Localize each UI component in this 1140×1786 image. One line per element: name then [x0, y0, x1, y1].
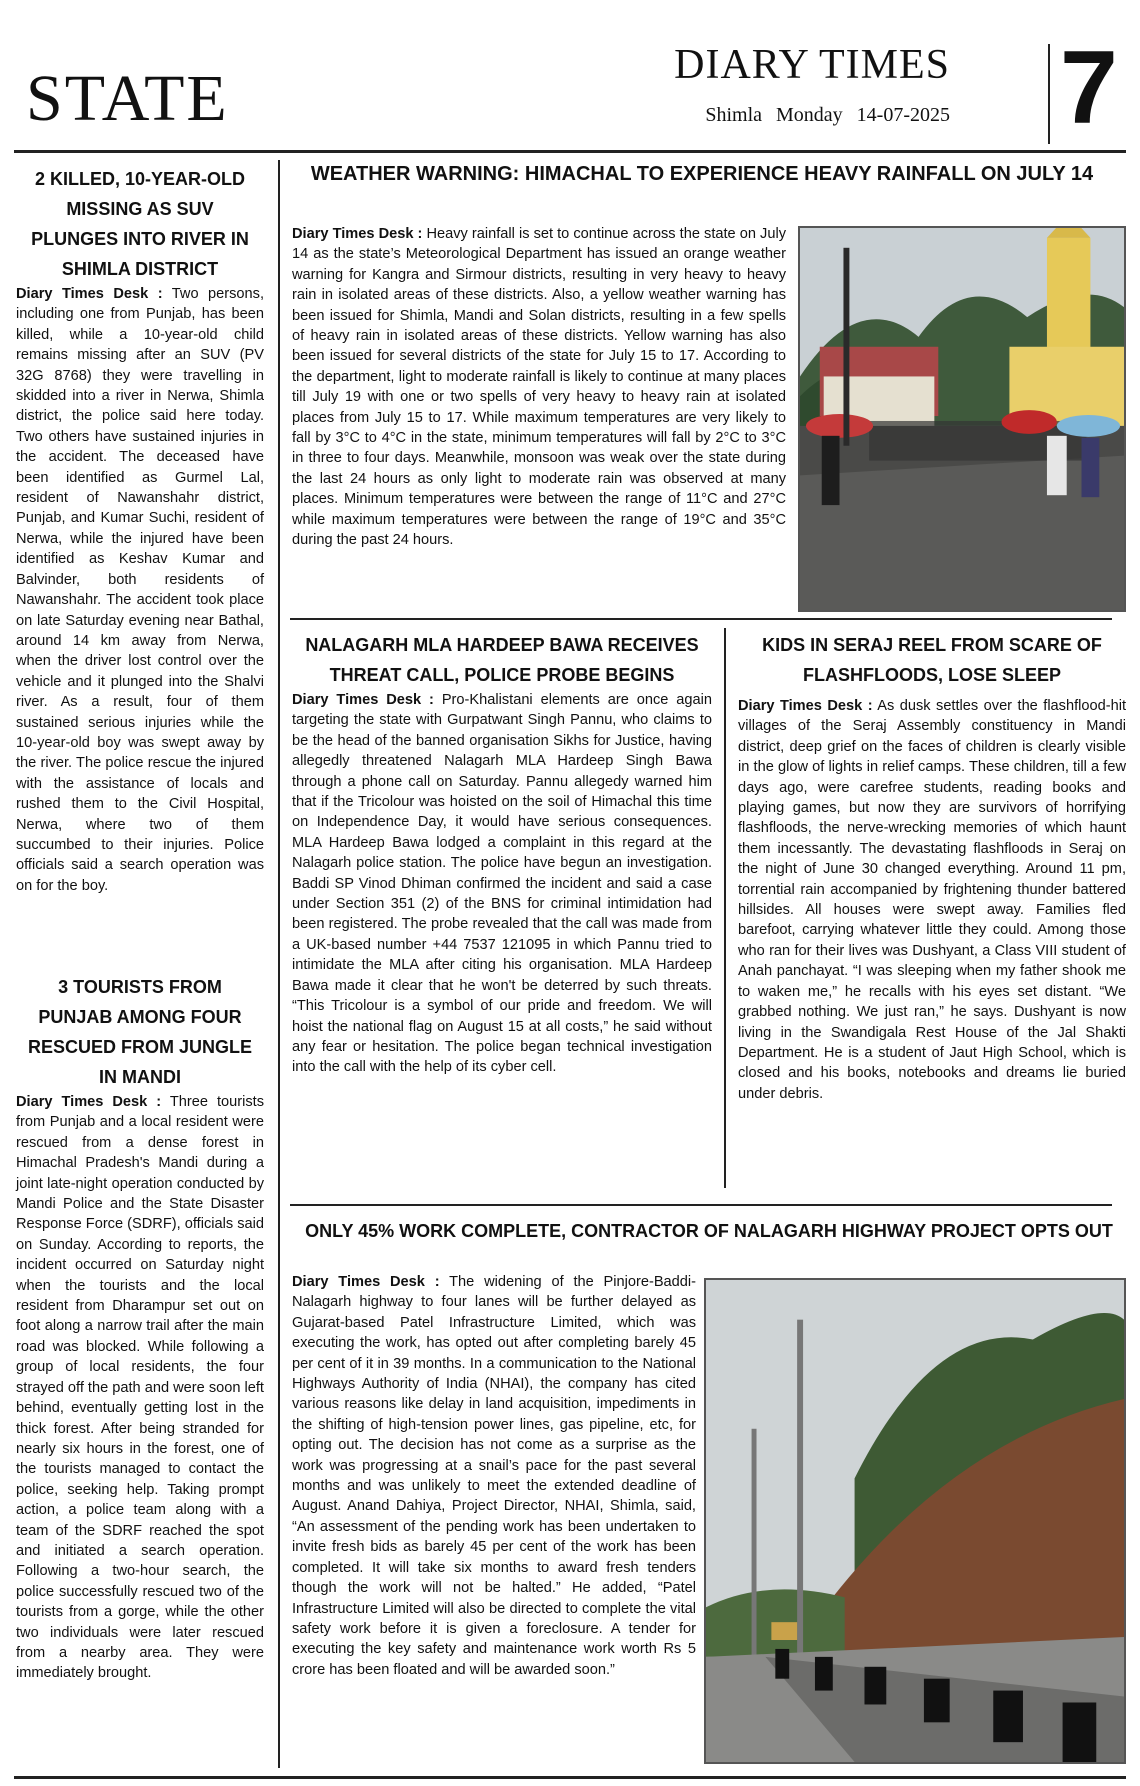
article-headline: WEATHER WARNING: HIMACHAL TO EXPERIENCE HEAVY RAINFALL ON JULY 14: [310, 163, 1094, 185]
article-byline: Diary Times Desk :: [738, 698, 873, 714]
edition-date: 14-07-2025: [856, 104, 950, 126]
photo-highway-landslide: [704, 1278, 1126, 1764]
newspaper-name: DIARY TIMES: [674, 42, 950, 88]
article-tourists-rescued: [16, 972, 264, 1684]
edition-line: [650, 104, 950, 127]
article-text: Pro-Khalistani elements are once again targeting the state with Gurpatwant Singh Pannu, who claims to be the head of the banned organisation Sikhs for Justice, having allegedly threatened Nalagarh MLA Hardeep Singh Bawa through a phone call on Saturday. Pannu allegedy warned him that if the Tricolour was hoisted on the soil of Himachal this time on Independence Day, it would have serious consequences. MLA Hardeep Bawa lodged a complaint in this regard at the Nalagarh police station. The police have begun an investigation. Baddi SP Vinod Dhiman confirmed the incident and said a case under Section 351 (2) of the BNS for criminal intimidation had been registered. The probe revealed that the call was made from a UK-based number +44 7537 121095 in which Pannu tried to intimidate the MLA after citing his organisation. MLA Hardeep Bawa made it clear that he won't be deterred by such threats. “This Tricolour is a symbol of our pride and freedom. We will hoist the national flag on August 15 at all costs,” he said without any fear or hesitation. The police began technical investigation into the call with the help of its cyber cell.: [292, 692, 712, 1076]
article-headline: NALAGARH MLA HARDEEP BAWA RECEIVES THREAT CALL, POLICE PROBE BEGINS: [305, 635, 699, 685]
article-mla-threat: [292, 630, 712, 1078]
article-headline: KIDS IN SERAJ REEL FROM SCARE OF FLASHFLOODS, LOSE SLEEP: [762, 635, 1102, 685]
photo-illustration: [706, 1280, 1124, 1762]
footer-rule: [14, 1776, 1126, 1779]
article-byline: Diary Times Desk :: [16, 1094, 162, 1110]
article-weather-warning: [292, 158, 1112, 190]
article-suv-accident: [16, 164, 264, 896]
article-highway-body: [292, 1272, 696, 1680]
article-text: Three tourists from Punjab and a local resident were rescued from a dense forest in Himachal Pradesh's Mandi during a joint late-night operation conducted by Mandi Police and the State Disaster Response Force (SDRF), officials said on Sunday. According to reports, the incident occurred on Saturday night when the tourists and the local resident from Dharampur set out on foot along a narrow trail after the main road was blocked. While following a group of local residents, the four strayed off the path and were soon left behind, eventually getting lost in the thick forest. After being stranded for nearly six hours in the forest, one of the tourists managed to contact the police, seeking help. Taking prompt action, a police team along with a team of the SDRF reached the spot and initiated a search operation. Following a two-hour search, the police successfully rescued two of the tourists from a gorge, while the other two individuals were later rescued from a nearby area. They were immediately brought.: [16, 1094, 265, 1682]
left-column-divider: [278, 160, 280, 1768]
article-body: [16, 284, 264, 896]
article-byline: Diary Times Desk :: [292, 1274, 440, 1290]
weather-bottom-rule: [290, 618, 1112, 620]
article-headline: ONLY 45% WORK COMPLETE, CONTRACTOR OF NALAGARH HIGHWAY PROJECT OPTS OUT: [305, 1221, 1113, 1241]
article-byline: Diary Times Desk :: [292, 226, 423, 242]
article-text: As dusk settles over the flashflood-hit villages of the Seraj Assembly constituency in Mandi district, deep grief on the faces of children is clearly visible in the glow of lights in relief camps. These children, till a few days ago, were carefree students, reading books and playing games, but now they are survivors of horrifying flashfloods, the nerve-wrecking memories of which haunt them incessantly. The devastating flashfloods in Seraj on the night of June 30 changed everything. Around 11 pm, torrential rain accompanied by frightening thunder battered hillsides. All houses were swept away. Families fled barefoot, carrying whatever little they could. Among those who ran for their lives was Dushyant, a Class VIII student of Anah panchayat. “I was sleeping when my father shook me to waken me,” he recalls with his eyes set distant. “We grabbed nothing. We just ran,” he says. Dushyant is now living in the Swandigala Rest House of the Jal Shakti Department. He is a student of Jaut High School, which is closed and his books, notebooks and dreams lie buried under debris.: [738, 698, 1127, 1102]
edition-day: Monday: [776, 104, 843, 126]
masthead-divider: [1048, 44, 1050, 144]
article-headline: 3 TOURISTS FROM PUNJAB AMONG FOUR RESCUED FROM JUNGLE IN MANDI: [27, 977, 252, 1087]
article-body: [292, 690, 712, 1078]
edition-city: Shimla: [705, 104, 762, 126]
article-text: The widening of the Pinjore-Baddi-Nalagarh highway to four lanes will be further delayed as Gujarat-based Patel Infrastructure Limited, which was executing the work, has opted out after completing barely 45 per cent of it in 39 months. In a communication to the National Highways Authority of India (NHAI), the company has cited various reasons like delay in land acquisition, impediments in the shifting of high-tension power lines, gas pipeline, etc, for opting out. The decision has not come as a surprise as the work was progressing at a snail’s pace for the past several months and was unlikely to meet the extended deadline of August. Anand Dahiya, Project Director, NHAI, Shimla, said, “An assessment of the pending work has been undertaken to invite fresh bids as barely 45 per cent of the work has been completed. It will take six months to award fresh tenders though the work will not be halted.” He added, “Patel Infrastructure Limited will also be directed to complete the vital safety work before it is given a foreclosure. A tender for executing the key safety and maintenance work worth Rs 5 crore has been floated and will be awarded soon.”: [292, 1274, 697, 1678]
article-byline: Diary Times Desk :: [292, 692, 434, 708]
photo-illustration: [800, 228, 1124, 610]
article-text: Two persons, including one from Punjab, has been killed, while a 10-year-old child remains missing after an SUV (PV 32G 8768) they were travelling in skidded into a river in Nerwa, Shimla district, the police said here today. Two others have sustained injuries in the accident. The deceased have been identified as Gurmel Lal, resident of Nawanshahr district, Punjab, and Kumar Suchi, resident of Nerwa, while the injured have been identified as Keshav Kumar and Balvinder, both residents of Nawanshahr. The accident took place on late Saturday evening near Bathal, around 14 km away from Nerwa, when the driver lost control over the vehicle and it plunged into the Shalvi river. As a result, four of them sustained serious injuries while the 10-year-old boy was swept away by the river. The police rescue the injured with the assistance of locals and rushed them to the Civil Hospital, Nerwa, where two of them succumbed to their injuries. Police officials said a search operation was on for the boy.: [16, 286, 265, 894]
middle-column-divider: [724, 628, 726, 1188]
article-weather-body: [292, 224, 786, 551]
middle-bottom-rule: [290, 1204, 1112, 1206]
article-headline: 2 KILLED, 10-YEAR-OLD MISSING AS SUV PLUNGES INTO RIVER IN SHIMLA DISTRICT: [31, 169, 249, 279]
article-body: [738, 696, 1126, 1104]
article-body: [16, 1092, 264, 1684]
page-number: 7: [1060, 30, 1118, 146]
article-body: [292, 224, 786, 551]
photo-rainy-shimla-church: [798, 226, 1126, 612]
article-text: Heavy rainfall is set to continue across the state on July 14 as the state’s Meteorological Department has issued an orange weather warning for Kangra and Sirmour districts, resulting in very heavy to heavy rain in isolated areas of these districts. Also, a yellow weather warning has been issued for Shimla, Mandi and Solan districts, resulting in a few spells of heavy rain in isolated areas of these districts. Yellow warning has also been issued for several districts of the state for July 15 to 17. According to the department, light to moderate rainfall is likely to continue at many places till July 19 with one or two spells of very heavy to heavy rain at isolated places from July 15 to 17. While maximum temperatures are very likely to fall by 3°C to 4°C in the state, minimum temperatures will fall by 2°C to 3°C in three to four days. Meanwhile, monsoon was weak over the state during the last 24 hours as only light to moderate rain was observed at many places. Minimum temperatures were between the range of 11°C and 27°C while maximum temperatures were between the range of 19°C and 35°C during the past 24 hours.: [292, 226, 786, 549]
article-highway-contractor: [292, 1216, 1126, 1246]
header-rule: [14, 150, 1126, 153]
article-body: [292, 1272, 696, 1680]
section-title: STATE: [26, 62, 229, 135]
article-byline: Diary Times Desk :: [16, 286, 163, 302]
article-seraj-kids: [738, 630, 1126, 1104]
masthead: [650, 44, 950, 127]
